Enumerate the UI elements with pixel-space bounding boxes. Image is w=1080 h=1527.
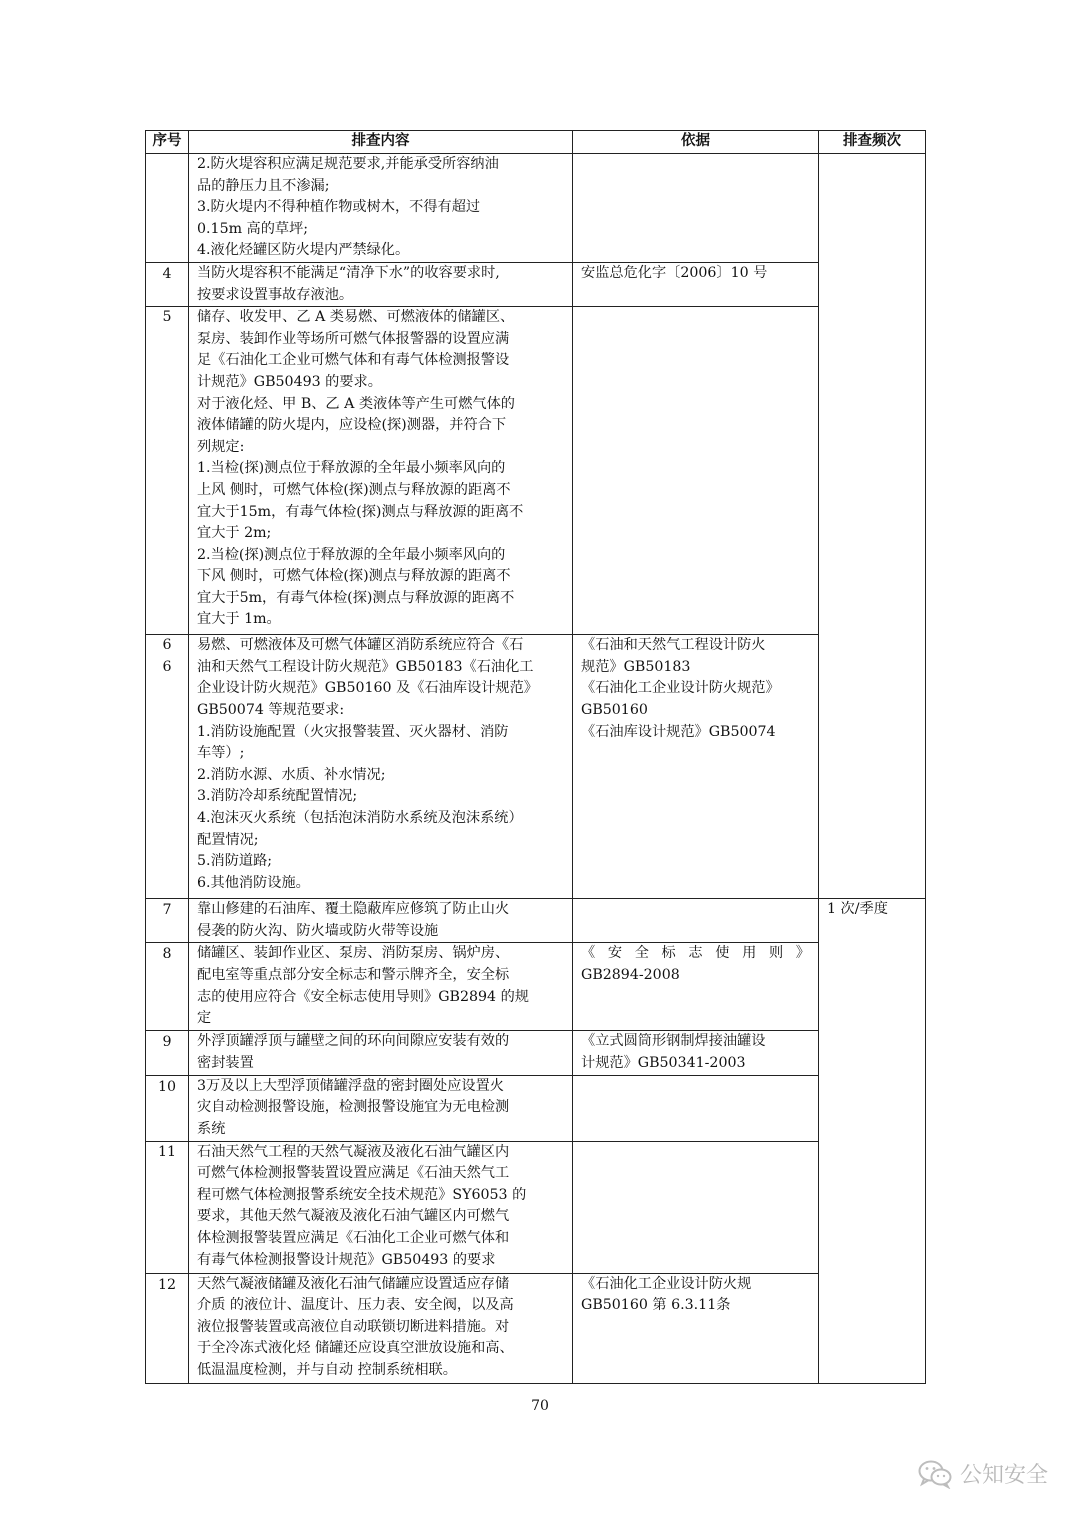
content-line: 3.防火堤内不得种植作物或树木，不得有超过 xyxy=(197,199,481,216)
table-row xyxy=(146,154,926,263)
content-line: 对于液化烃、甲 B、乙 A 类液体等产生可燃气体的 xyxy=(197,395,515,412)
table-row xyxy=(146,899,926,943)
table-row xyxy=(146,1141,926,1273)
content-line: 石油天然气工程的天然气凝液及液化石油气罐区内 xyxy=(197,1143,510,1160)
content-line: 宜大于 2m; xyxy=(197,525,272,542)
content-line: 系统 xyxy=(197,1120,226,1137)
content-line: 灾自动检测报警设施，检测报警设施宜为无电检测 xyxy=(197,1099,510,1116)
content-line: 外浮顶罐浮顶与罐壁之间的环向间隙应安装有效的 xyxy=(197,1033,510,1050)
content-line: 5.消防道路; xyxy=(197,853,273,870)
content-line: 密封装置 xyxy=(197,1054,254,1071)
row-content xyxy=(189,1031,573,1075)
row-content xyxy=(189,307,573,635)
basis-line: 《石油和天然气工程设计防火 xyxy=(581,637,766,654)
content-line: 0.15m 高的草坪; xyxy=(197,220,309,237)
row-basis xyxy=(573,1273,819,1383)
row-content xyxy=(189,1141,573,1273)
row-number: 8 xyxy=(146,943,189,1031)
row-content xyxy=(189,262,573,306)
row-basis xyxy=(573,943,819,1031)
content-line: 低温温度检测，并与自动 控制系统相联。 xyxy=(197,1361,457,1378)
header-basis: 依据 xyxy=(573,131,819,154)
content-line: 4.泡沫灭火系统（包括泡沫消防水系统及泡沫系统） xyxy=(197,809,523,826)
content-line: 宜大于15m，有毒气体检(探)测点与释放源的距离不 xyxy=(197,503,524,520)
header-seq: 序号 xyxy=(146,131,189,154)
basis-line: 规范》GB50183 xyxy=(581,658,691,675)
content-line: 配电室等重点部分安全标志和警示牌齐全，安全标 xyxy=(197,966,510,983)
content-line: 2.防火堤容积应满足规范要求,并能承受所容纳油 xyxy=(197,156,499,172)
content-line: 靠山修建的石油库、覆土隐蔽库应修筑了防止山火 xyxy=(197,901,510,918)
content-line: 列规定: xyxy=(197,438,245,455)
content-line: 程可燃气体检测报警系统安全技术规范》SY6053 的 xyxy=(197,1186,527,1203)
wechat-icon xyxy=(918,1459,952,1489)
content-line: 企业设计防火规范》GB50160 及《石油库设计规范》 xyxy=(197,680,538,697)
content-line: 要求，其他天然气凝液及液化石油气罐区内可燃气 xyxy=(197,1208,510,1225)
table-header-row xyxy=(146,131,926,154)
content-line: 体检测报警装置应满足《石油化工企业可燃气体和 xyxy=(197,1229,510,1246)
content-line: 液体储罐的防火堤内，应设检(探)测器，并符合下 xyxy=(197,417,507,434)
table-row xyxy=(146,1273,926,1383)
row-number: 6 6 xyxy=(146,635,189,899)
row-content xyxy=(189,943,573,1031)
content-line: 于全冷冻式液化烃 储罐还应设真空泄放设施和高、 xyxy=(197,1340,514,1357)
content-line: 油和天然气工程设计防火规范》GB50183《石油化工 xyxy=(197,658,534,675)
content-line: 配置情况; xyxy=(197,831,259,848)
basis-line: 《石油化工企业设计防火规范》 xyxy=(581,680,780,697)
content-line: 计规范》GB50493 的要求。 xyxy=(197,373,382,390)
basis-line: GB50160 第 6.3.11条 xyxy=(581,1297,731,1314)
content-line: 泵房、装卸作业等场所可燃气体报警器的设置应满 xyxy=(197,330,510,347)
row-content xyxy=(189,1075,573,1141)
content-line: 当防火堤容积不能满足“清净下水”的收容要求时, xyxy=(197,264,500,281)
content-line: 品的静压力且不渗漏; xyxy=(197,177,330,194)
content-line: 下风 侧时，可燃气体检(探)测点与释放源的距离不 xyxy=(197,568,511,585)
row-basis xyxy=(573,1031,819,1075)
row-number: 9 xyxy=(146,1031,189,1075)
table-row xyxy=(146,943,926,1031)
row-content xyxy=(189,899,573,943)
content-line: 6.其他消防设施。 xyxy=(197,874,310,891)
row-number: 4 xyxy=(146,262,189,306)
basis-line: 安监总危化字〔2006〕10 号 xyxy=(581,264,768,281)
table-row xyxy=(146,262,926,306)
content-line: 车等）; xyxy=(197,745,245,762)
row-basis xyxy=(573,154,819,263)
content-line: GB50074 等规范要求: xyxy=(197,701,345,718)
basis-line: 《石油库设计规范》GB50074 xyxy=(581,723,776,740)
row-basis xyxy=(573,1141,819,1273)
content-line: 易燃、可燃液体及可燃气体罐区消防系统应符合《石 xyxy=(197,637,524,654)
content-line: 4.液化烃罐区防火堤内严禁绿化。 xyxy=(197,242,410,259)
content-line: 3万及以上大型浮顶储罐浮盘的密封圈处应设置火 xyxy=(197,1077,504,1094)
content-line: 液位报警装置或高液位自动联锁切断进料措施。对 xyxy=(197,1318,510,1335)
basis-line: 《立式圆筒形钢制焊接油罐设 xyxy=(581,1033,766,1050)
page-number: 70 xyxy=(531,1398,549,1414)
watermark xyxy=(918,1458,1048,1489)
row-content xyxy=(189,1273,573,1383)
content-line: 足《石油化工企业可燃气体和有毒气体检测报警设 xyxy=(197,352,510,369)
content-line: 2.当检(探)测点位于释放源的全年最小频率风向的 xyxy=(197,546,506,563)
row-number: 12 xyxy=(146,1273,189,1383)
basis-line: GB50160 xyxy=(581,701,648,718)
content-line: 天然气凝液储罐及液化石油气储罐应设置适应存储 xyxy=(197,1275,510,1292)
content-line: 2.消防水源、水质、补水情况; xyxy=(197,766,386,783)
content-line: 志的使用应符合《安全标志使用导则》GB2894 的规 xyxy=(197,988,529,1005)
basis-line: GB2894-2008 xyxy=(581,966,680,983)
row-content xyxy=(189,154,573,263)
content-line: 可燃气体检测报警装置设置应满足《石油天然气工 xyxy=(197,1165,510,1182)
content-line: 储罐区、装卸作业区、泵房、消防泵房、锅炉房、 xyxy=(197,945,510,962)
row-number: 5 xyxy=(146,307,189,635)
content-line: 侵袭的防火沟、防火墙或防火带等设施 xyxy=(197,922,439,939)
table-row xyxy=(146,1031,926,1075)
basis-line: 计规范》GB50341-2003 xyxy=(581,1054,746,1071)
row-number: 7 xyxy=(146,899,189,943)
basis-line: 《安全标志使用则》 xyxy=(581,945,810,962)
table-row xyxy=(146,635,926,899)
content-line: 1.当检(探)测点位于释放源的全年最小频率风向的 xyxy=(197,460,506,477)
content-line: 储存、收发甲、乙 A 类易燃、可燃液体的储罐区、 xyxy=(197,309,515,326)
row-number xyxy=(146,154,189,263)
row-basis xyxy=(573,262,819,306)
inspection-table xyxy=(145,130,926,1384)
watermark-text: 公知安全 xyxy=(959,1463,1048,1488)
row-basis xyxy=(573,635,819,899)
header-content: 排查内容 xyxy=(189,131,573,154)
table-row xyxy=(146,307,926,635)
table-row xyxy=(146,1075,926,1141)
row-content xyxy=(189,635,573,899)
content-line: 定 xyxy=(197,1010,212,1027)
content-line: 宜大于5m，有毒气体检(探)测点与释放源的距离不 xyxy=(197,589,515,606)
row-basis xyxy=(573,899,819,943)
basis-line: 《石油化工企业设计防火规 xyxy=(581,1275,752,1292)
row-number: 10 xyxy=(146,1075,189,1141)
content-line: 上风 侧时，可燃气体检(探)测点与释放源的距离不 xyxy=(197,481,511,498)
content-line: 有毒气体检测报警设计规范》GB50493 的要求 xyxy=(197,1251,496,1268)
row-basis xyxy=(573,1075,819,1141)
row-number: 11 xyxy=(146,1141,189,1273)
content-line: 宜大于 1m。 xyxy=(197,611,281,628)
frequency-cell-empty xyxy=(819,154,926,899)
content-line: 1.消防设施配置（火灾报警装置、灭火器材、消防 xyxy=(197,723,509,740)
content-line: 3.消防冷却系统配置情况; xyxy=(197,788,358,805)
frequency-cell: 1 次/季度 xyxy=(819,899,926,1383)
content-line: 介质 的液位计、温度计、压力表、安全阀，以及高 xyxy=(197,1297,514,1314)
header-frequency: 排查频次 xyxy=(819,131,926,154)
content-line: 按要求设置事故存液池。 xyxy=(197,286,354,303)
row-basis xyxy=(573,307,819,635)
